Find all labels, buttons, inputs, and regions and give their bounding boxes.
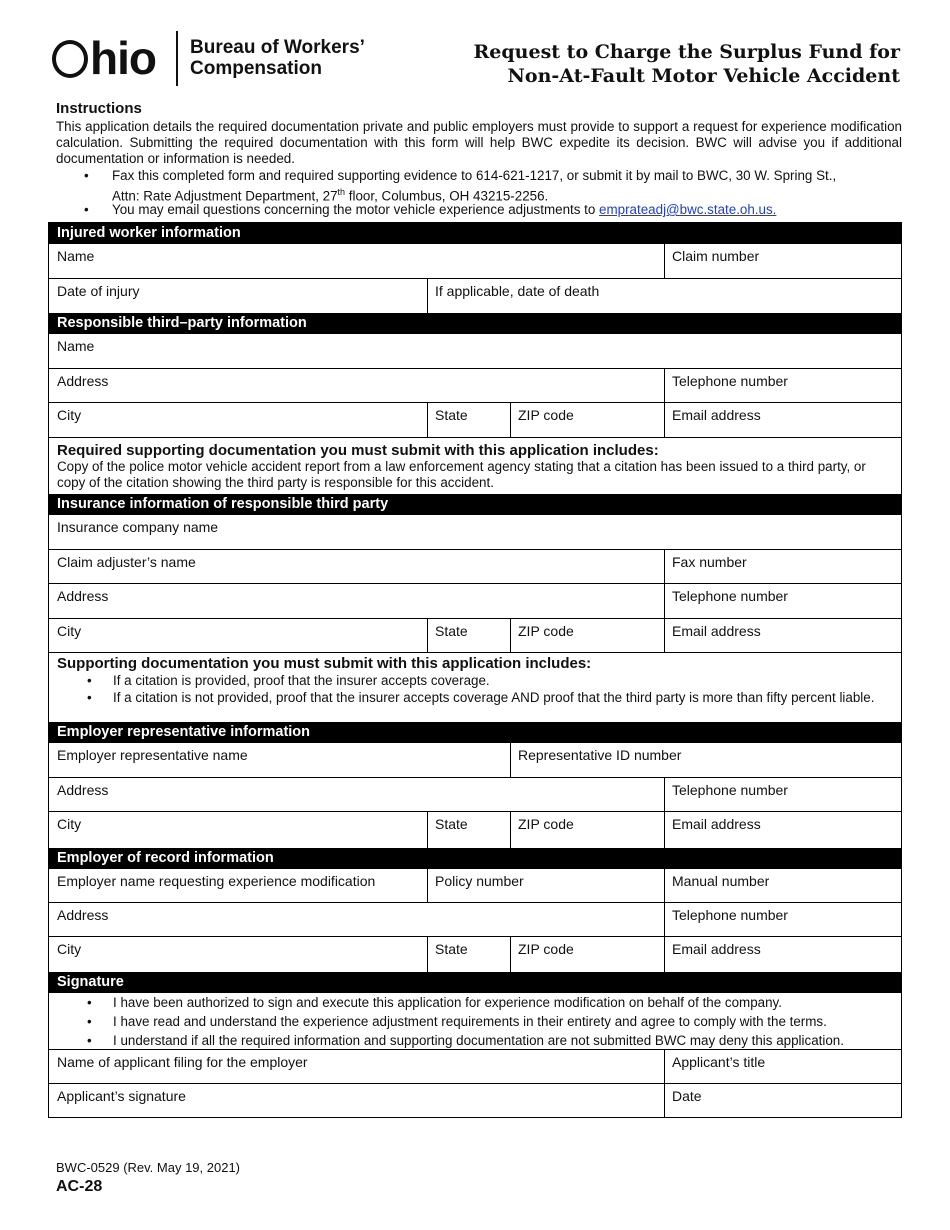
divider <box>664 550 665 584</box>
field-employer-state[interactable]: State <box>435 941 468 957</box>
ohio-logo <box>52 30 156 86</box>
bullet-icon: • <box>87 995 92 1010</box>
field-third-party-zip[interactable]: ZIP code <box>510 403 664 438</box>
field-insurance-address[interactable]: Address <box>49 584 664 619</box>
field-representative-id[interactable]: Representative ID number <box>510 743 901 778</box>
signature-bullet-1: • I have been authorized to sign and execute this application for experience modification on behalf of the company. <box>87 995 782 1010</box>
field-applicant-signature[interactable]: Applicant’s signature <box>57 1088 186 1104</box>
instructions-bullet-email <box>84 202 902 218</box>
divider <box>510 812 511 848</box>
required-docs-text: Copy of the police motor vehicle accident report from a law enforcement agency stating that a citation has been issued to a third party, or copy of the citation showing the third party is responsible for this accident. <box>57 459 866 490</box>
bullet-icon: • <box>84 202 89 217</box>
field-claim-number[interactable]: Claim number <box>664 244 901 279</box>
instructions-paragraph: This application details the required documentation private and public employers must provide to support a request for experience modification calculation. Submitting the required documentation with this form will help BWC expedite its decision. BWC will advise you if additional documentation or information is needed. <box>56 119 902 166</box>
divider <box>510 937 511 972</box>
field-third-party-address[interactable]: Address <box>49 369 664 403</box>
field-employer-rep-name[interactable]: Employer representative name <box>49 743 510 778</box>
ohio-logo-word: hio <box>90 32 156 84</box>
field-employer-rep-telephone[interactable]: Telephone number <box>664 778 901 812</box>
field-applicant-title[interactable]: Applicant’s title <box>664 1049 901 1084</box>
field-insurance-company[interactable]: Insurance company name <box>49 515 901 550</box>
bullet-icon: • <box>84 168 89 183</box>
fax-line2: Attn: Rate Adjustment Department, 27th floor, Columbus, OH 43215-2256. <box>112 187 549 204</box>
required-docs-heading: Required supporting documentation you must submit with this application includes: <box>57 442 659 459</box>
section-header-employer-record: Employer of record information <box>49 848 901 869</box>
field-employer-email[interactable]: Email address <box>672 941 761 957</box>
bwc-logo-text <box>190 37 365 79</box>
instructions-bullet-fax <box>84 168 902 204</box>
divider <box>510 403 511 438</box>
email-link[interactable]: emprateadj@bwc.state.oh.us. <box>599 202 777 217</box>
field-insurance-email[interactable]: Email address <box>664 619 901 653</box>
field-injured-name[interactable]: Name <box>49 244 664 279</box>
divider <box>664 812 665 848</box>
divider <box>427 279 428 313</box>
application-form <box>48 222 902 1118</box>
email-text: You may email questions concerning the motor vehicle experience adjustments to <box>112 202 600 217</box>
divider <box>664 369 665 403</box>
signature-bullet-2: • I have read and understand the experience adjustment requirements in their entirety and agree to comply with the terms. <box>87 1014 827 1029</box>
logo-divider <box>176 31 178 86</box>
divider <box>427 619 428 653</box>
field-employer-rep-city[interactable]: City <box>57 816 82 832</box>
form-title-line2: Non-At-Fault Motor Vehicle Accident <box>507 65 900 87</box>
divider <box>664 244 665 279</box>
signature-bullet-3: • I understand if all the required information and supporting documentation are not submitted BWC may deny this application. <box>87 1033 844 1048</box>
form-title <box>474 40 900 88</box>
bullet-icon: • <box>87 673 92 688</box>
field-employer-rep-address[interactable]: Address <box>49 778 664 812</box>
field-employer-name[interactable]: Employer name requesting experience modification <box>49 869 427 903</box>
divider <box>664 584 665 619</box>
supporting-docs-bullet-1: • If a citation is provided, proof that the insurer accepts coverage. <box>87 673 490 688</box>
field-employer-address[interactable]: Address <box>49 903 664 937</box>
field-date-of-injury[interactable]: Date of injury <box>57 283 140 299</box>
field-policy-number[interactable]: Policy number <box>427 869 664 903</box>
divider <box>664 937 665 972</box>
field-employer-rep-state[interactable]: State <box>435 816 468 832</box>
supporting-docs-heading: Supporting documentation you must submit with this application includes: <box>57 655 592 672</box>
field-third-party-email[interactable]: Email address <box>664 403 901 438</box>
form-code: AC-28 <box>56 1178 103 1195</box>
bwc-logo-line2: Compensation <box>190 58 322 79</box>
divider <box>664 903 665 937</box>
divider <box>427 403 428 438</box>
section-header-employer-rep: Employer representative information <box>49 722 901 743</box>
divider <box>427 812 428 848</box>
field-applicant-name[interactable]: Name of applicant filing for the employer <box>49 1049 664 1084</box>
bullet-icon: • <box>87 1033 92 1048</box>
field-employer-telephone[interactable]: Telephone number <box>664 903 901 937</box>
field-signature-date[interactable]: Date <box>672 1088 702 1104</box>
field-claim-adjuster[interactable]: Claim adjuster’s name <box>49 550 664 584</box>
bullet-icon: • <box>87 690 92 705</box>
supporting-docs-bullet-2: • If a citation is not provided, proof that the insurer accepts coverage AND proof that the third party is more than fifty percent liable. <box>87 690 875 705</box>
field-third-party-telephone[interactable]: Telephone number <box>664 369 901 403</box>
section-header-third-party: Responsible third–party information <box>49 313 901 334</box>
divider <box>664 619 665 653</box>
field-third-party-name[interactable]: Name <box>49 334 901 369</box>
divider <box>664 1084 665 1117</box>
bullet-icon: • <box>87 1014 92 1029</box>
field-insurance-zip[interactable]: ZIP code <box>510 619 664 653</box>
field-insurance-fax[interactable]: Fax number <box>664 550 901 584</box>
bwc-logo-line1: Bureau of Workers’ <box>190 37 365 58</box>
field-employer-zip[interactable]: ZIP code <box>518 941 574 957</box>
field-third-party-city[interactable]: City <box>49 403 427 438</box>
ohio-logo-o-icon <box>52 40 88 78</box>
divider <box>664 869 665 903</box>
section-header-injured-worker: Injured worker information <box>49 223 901 244</box>
divider <box>664 778 665 812</box>
field-insurance-telephone[interactable]: Telephone number <box>664 584 901 619</box>
field-date-of-death[interactable]: If applicable, date of death <box>435 283 600 299</box>
field-employer-rep-email[interactable]: Email address <box>672 816 761 832</box>
divider <box>427 869 428 903</box>
form-title-line1: Request to Charge the Surplus Fund for <box>473 41 900 63</box>
field-insurance-state[interactable]: State <box>427 619 510 653</box>
divider <box>664 1049 665 1084</box>
divider <box>510 619 511 653</box>
divider <box>664 403 665 438</box>
divider <box>510 743 511 778</box>
section-header-signature: Signature <box>49 972 901 993</box>
field-third-party-state[interactable]: State <box>427 403 510 438</box>
fax-line1: Fax this completed form and required supporting evidence to 614-621-1217, or submit it by mail to BWC, 30 W. Spring St., <box>112 168 837 183</box>
field-manual-number[interactable]: Manual number <box>664 869 901 903</box>
instructions-heading: Instructions <box>56 100 142 117</box>
field-employer-rep-zip[interactable]: ZIP code <box>518 816 574 832</box>
field-insurance-city[interactable]: City <box>49 619 427 653</box>
field-employer-city[interactable]: City <box>57 941 82 957</box>
divider <box>427 937 428 972</box>
section-header-insurance: Insurance information of responsible third party <box>49 494 901 515</box>
form-id: BWC-0529 (Rev. May 19, 2021) <box>56 1160 240 1175</box>
